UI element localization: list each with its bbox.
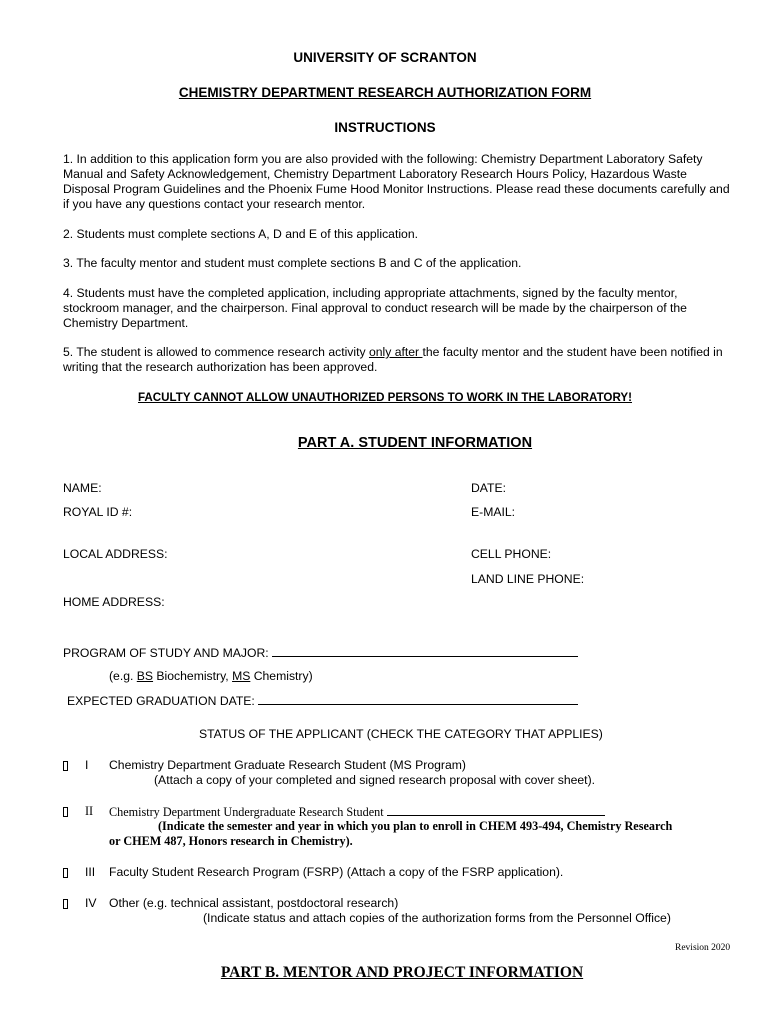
- part-a-heading-text: PART A. STUDENT INFORMATION: [297, 435, 533, 451]
- program-row: [63, 645, 578, 661]
- status-label-4: Other (e.g. technical assistant, postdoctoral research): [109, 896, 399, 910]
- status-checkbox-2[interactable]: [63, 807, 68, 817]
- instruction-item-1: 1. In addition to this application form you are also provided with the following: Chemistry Department Laboratory Safety Manual and Safety Acknowledgement, Chemistry Department Laboratory Research Hours Policy, Hazardous Waste Disposal Program Guidelines and the Phoenix Fume Hood Monitor Instructions. Please read these documents carefully and if you have any questions contact your research mentor.: [63, 152, 730, 211]
- part-a-heading: [30, 436, 770, 451]
- instruction-item-5-after: the faculty mentor and the student have been notified in writing that the research authorization has been approved.: [63, 345, 723, 374]
- program-example: [109, 669, 313, 684]
- status-note-4: (Indicate status and attach copies of the authorization forms from the Personnel Office): [203, 911, 671, 925]
- home-address-label: HOME ADDRESS:: [63, 595, 165, 609]
- status-checkbox-1[interactable]: [63, 761, 68, 771]
- status-checkbox-3[interactable]: [63, 868, 68, 878]
- cell-phone-label: CELL PHONE:: [471, 547, 552, 561]
- status-heading: STATUS OF THE APPLICANT (CHECK THE CATEGORY THAT APPLIES): [199, 727, 603, 741]
- semester-input-line[interactable]: [387, 804, 605, 816]
- instruction-item-3: 3. The faculty mentor and student must complete sections B and C of the application.: [63, 256, 522, 270]
- status-note-2-line1: (Indicate the semester and year in which you plan to enroll in CHEM 493-494, Chemistry Research: [158, 819, 673, 833]
- land-line-label: LAND LINE PHONE:: [471, 572, 585, 586]
- status-numeral-3: III: [85, 865, 96, 879]
- instruction-item-2: 2. Students must complete sections A, D and E of this application.: [63, 227, 418, 241]
- university-title: UNIVERSITY OF SCRANTON: [293, 50, 477, 65]
- status-note-2-line2: or CHEM 487, Honors research in Chemistry).: [109, 834, 353, 848]
- name-label: NAME:: [63, 481, 102, 495]
- email-label: E-MAIL:: [471, 505, 516, 519]
- program-label: PROGRAM OF STUDY AND MAJOR:: [63, 646, 269, 660]
- example-suffix: Chemistry): [250, 669, 313, 683]
- instruction-item-4: 4. Students must have the completed application, including appropriate attachments, signed by the faculty mentor, stockroom manager, and the chairperson. Final approval to conduct research will be made by the chairperson of the Chemistry Department.: [63, 286, 687, 330]
- status-numeral-2: II: [85, 804, 94, 818]
- example-prefix: (e.g.: [109, 669, 137, 683]
- status-label-1: Chemistry Department Graduate Research Student (MS Program): [109, 758, 466, 772]
- status-row-2: [109, 804, 605, 820]
- status-label-3: Faculty Student Research Program (FSRP) (Attach a copy of the FSRP application).: [109, 865, 564, 879]
- graduation-row: [67, 693, 578, 709]
- program-input-line[interactable]: [272, 645, 578, 657]
- instructions-heading: INSTRUCTIONS: [334, 120, 436, 135]
- warning-notice: [0, 390, 770, 405]
- graduation-input-line[interactable]: [258, 693, 578, 705]
- status-label-2: Chemistry Department Undergraduate Research Student: [109, 805, 384, 819]
- status-numeral-4: IV: [85, 896, 97, 910]
- royal-id-label: ROYAL ID #:: [63, 505, 133, 519]
- instruction-item-5-emphasis: only after: [368, 345, 423, 359]
- date-label: DATE:: [471, 481, 506, 495]
- instruction-item-5-before: 5. The student is allowed to commence research activity: [63, 345, 369, 359]
- part-b-heading-text: PART B. MENTOR AND PROJECT INFORMATION: [220, 964, 584, 981]
- revision-note: Revision 2020: [675, 943, 731, 953]
- status-checkbox-4[interactable]: [63, 899, 68, 909]
- local-address-label: LOCAL ADDRESS:: [63, 547, 168, 561]
- part-b-heading: [17, 965, 770, 980]
- form-title: [0, 85, 770, 100]
- instruction-item-5: [63, 345, 735, 375]
- example-ms: MS: [232, 669, 251, 683]
- form-title-text: CHEMISTRY DEPARTMENT RESEARCH AUTHORIZATION FORM: [178, 85, 592, 100]
- graduation-label: EXPECTED GRADUATION DATE:: [67, 694, 255, 708]
- example-bs: BS: [136, 669, 154, 683]
- status-numeral-1: I: [85, 758, 89, 772]
- status-note-1: (Attach a copy of your completed and signed research proposal with cover sheet).: [154, 773, 596, 787]
- example-mid: Biochemistry,: [153, 669, 233, 683]
- warning-notice-text: FACULTY CANNOT ALLOW UNAUTHORIZED PERSONS TO WORK IN THE LABORATORY!: [137, 391, 632, 404]
